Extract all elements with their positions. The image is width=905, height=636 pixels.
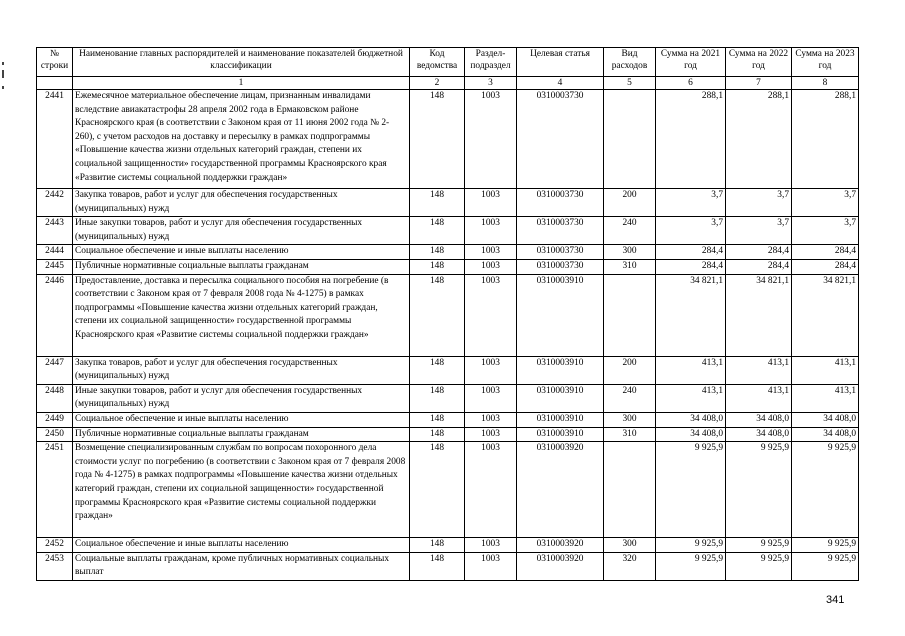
expense-type-cell: 310: [604, 259, 656, 274]
sum-2023-cell: 284,4: [792, 245, 859, 260]
department-code-cell: 148: [410, 538, 465, 553]
row-number-cell: 2450: [37, 427, 73, 442]
column-number: 7: [726, 77, 792, 90]
row-name-cell: Социальное обеспечение и иные выплаты населению: [73, 412, 410, 427]
row-number-cell: 2442: [37, 189, 73, 217]
row-name-cell: Социальное обеспечение и иные выплаты населению: [73, 245, 410, 260]
row-name-cell: Ежемесячное материальное обеспечение лицам, признанным инвалидами вследствие авиакатастрофы 28 апреля 2002 года в Ермаковском районе Красноярского края (в соответствии с Законом края от 11 июня 2002 года № 2-260), с учетом расходов на доставку и пересылку в рамках подпрограммы «Повышение качества жизни отдельных категорий граждан, степени их социальной защищенности» государственной программы Красноярского края «Развитие системы социальной поддержки граждан»: [73, 90, 410, 189]
table-row: [37, 427, 859, 442]
header-expense-type: Вид расходов: [604, 48, 656, 77]
section-code-cell: 1003: [465, 538, 517, 553]
row-number-cell: 2444: [37, 245, 73, 260]
section-code-cell: 1003: [465, 427, 517, 442]
target-article-cell: 0310003920: [517, 552, 604, 580]
expense-type-cell: 310: [604, 427, 656, 442]
department-code-cell: 148: [410, 189, 465, 217]
table-row: [37, 552, 859, 580]
expense-type-cell: 200: [604, 189, 656, 217]
column-number: [37, 77, 73, 90]
table-row: [37, 189, 859, 217]
column-number-row: [37, 77, 859, 90]
target-article-cell: 0310003910: [517, 412, 604, 427]
sum-2022-cell: 9 925,9: [726, 538, 792, 553]
sum-2021-cell: 9 925,9: [656, 442, 726, 538]
page-number: 341: [826, 594, 845, 606]
expense-type-cell: 300: [604, 538, 656, 553]
sum-2023-cell: 34 821,1: [792, 274, 859, 356]
row-name-cell: Иные закупки товаров, работ и услуг для обеспечения государственных (муниципальных) нужд: [73, 384, 410, 412]
section-code-cell: 1003: [465, 189, 517, 217]
row-name-cell: Социальные выплаты гражданам, кроме публичных нормативных социальных выплат: [73, 552, 410, 580]
sum-2022-cell: 3,7: [726, 217, 792, 245]
row-number-cell: 2441: [37, 90, 73, 189]
department-code-cell: 148: [410, 274, 465, 356]
scan-edge-mark: [2, 86, 4, 89]
sum-2022-cell: 288,1: [726, 90, 792, 189]
row-number-cell: 2447: [37, 356, 73, 384]
header-sum-2021: Сумма на 2021 год: [656, 48, 726, 77]
sum-2023-cell: 3,7: [792, 217, 859, 245]
sum-2023-cell: 288,1: [792, 90, 859, 189]
table-row: [37, 412, 859, 427]
sum-2023-cell: 34 408,0: [792, 427, 859, 442]
table-row: [37, 245, 859, 260]
expense-type-cell: [604, 442, 656, 538]
table-body: [37, 90, 859, 581]
sum-2021-cell: 413,1: [656, 384, 726, 412]
department-code-cell: 148: [410, 384, 465, 412]
column-number: 5: [604, 77, 656, 90]
target-article-cell: 0310003730: [517, 245, 604, 260]
expense-type-cell: 300: [604, 412, 656, 427]
sum-2022-cell: 34 408,0: [726, 412, 792, 427]
department-code-cell: 148: [410, 90, 465, 189]
target-article-cell: 0310003910: [517, 274, 604, 356]
sum-2023-cell: 34 408,0: [792, 412, 859, 427]
row-name-cell: Публичные нормативные социальные выплаты гражданам: [73, 427, 410, 442]
department-code-cell: 148: [410, 245, 465, 260]
table-header-row: [37, 48, 859, 77]
department-code-cell: 148: [410, 427, 465, 442]
target-article-cell: 0310003920: [517, 442, 604, 538]
section-code-cell: 1003: [465, 245, 517, 260]
sum-2023-cell: 9 925,9: [792, 442, 859, 538]
column-number: 1: [73, 77, 410, 90]
sum-2022-cell: 34 408,0: [726, 427, 792, 442]
target-article-cell: 0310003920: [517, 538, 604, 553]
header-sum-2023: Сумма на 2023 год: [792, 48, 859, 77]
sum-2022-cell: 34 821,1: [726, 274, 792, 356]
table-row: [37, 217, 859, 245]
row-number-cell: 2453: [37, 552, 73, 580]
section-code-cell: 1003: [465, 356, 517, 384]
department-code-cell: 148: [410, 552, 465, 580]
target-article-cell: 0310003730: [517, 259, 604, 274]
row-name-cell: Возмещение специализированным службам по вопросам похоронного дела стоимости услуг по погребению (в соответствии с Законом края от 7 февраля 2008 года № 4-1275) в рамках подпрограммы «Повышение качества жизни отдельных категорий граждан, степени их социальной защищенности» государственной программы Красноярского края «Развитие системы социальной поддержки граждан»: [73, 442, 410, 538]
column-number: 3: [465, 77, 517, 90]
scan-edge-mark: [2, 62, 4, 65]
sum-2022-cell: 9 925,9: [726, 552, 792, 580]
budget-table: [36, 47, 859, 581]
row-number-cell: 2445: [37, 259, 73, 274]
column-number: 8: [792, 77, 859, 90]
table-row: [37, 538, 859, 553]
department-code-cell: 148: [410, 259, 465, 274]
sum-2023-cell: 9 925,9: [792, 552, 859, 580]
sum-2023-cell: 413,1: [792, 384, 859, 412]
sum-2022-cell: 284,4: [726, 245, 792, 260]
sum-2021-cell: 3,7: [656, 217, 726, 245]
section-code-cell: 1003: [465, 552, 517, 580]
row-number-cell: 2449: [37, 412, 73, 427]
header-name: Наименование главных распорядителей и наименование показателей бюджетной классификации: [73, 48, 410, 77]
target-article-cell: 0310003730: [517, 90, 604, 189]
expense-type-cell: [604, 90, 656, 189]
row-number-cell: 2446: [37, 274, 73, 356]
sum-2021-cell: 34 408,0: [656, 427, 726, 442]
sum-2022-cell: 413,1: [726, 356, 792, 384]
sum-2021-cell: 3,7: [656, 189, 726, 217]
department-code-cell: 148: [410, 356, 465, 384]
section-code-cell: 1003: [465, 274, 517, 356]
section-code-cell: 1003: [465, 259, 517, 274]
row-name-cell: Предоставление, доставка и пересылка социального пособия на погребение (в соответствии с Законом края от 7 февраля 2008 года № 4-1275) в рамках подпрограммы «Повышение качества жизни отдельных категорий граждан, степени их социальной защищенности» государственной программы Красноярского края «Развитие системы социальной поддержки граждан»: [73, 274, 410, 356]
scan-edge-mark: [2, 70, 4, 78]
sum-2022-cell: 9 925,9: [726, 442, 792, 538]
section-code-cell: 1003: [465, 90, 517, 189]
expense-type-cell: 300: [604, 245, 656, 260]
row-name-cell: Публичные нормативные социальные выплаты гражданам: [73, 259, 410, 274]
header-target-article: Целевая статья: [517, 48, 604, 77]
department-code-cell: 148: [410, 412, 465, 427]
expense-type-cell: 320: [604, 552, 656, 580]
expense-type-cell: 240: [604, 217, 656, 245]
row-number-cell: 2451: [37, 442, 73, 538]
row-name-cell: Иные закупки товаров, работ и услуг для обеспечения государственных (муниципальных) нужд: [73, 217, 410, 245]
section-code-cell: 1003: [465, 412, 517, 427]
column-number: 6: [656, 77, 726, 90]
sum-2023-cell: 3,7: [792, 189, 859, 217]
sum-2022-cell: 413,1: [726, 384, 792, 412]
sum-2021-cell: 413,1: [656, 356, 726, 384]
target-article-cell: 0310003910: [517, 427, 604, 442]
expense-type-cell: [604, 274, 656, 356]
department-code-cell: 148: [410, 442, 465, 538]
target-article-cell: 0310003730: [517, 217, 604, 245]
row-number-cell: 2443: [37, 217, 73, 245]
row-number-cell: 2452: [37, 538, 73, 553]
section-code-cell: 1003: [465, 217, 517, 245]
sum-2021-cell: 284,4: [656, 245, 726, 260]
row-number-cell: 2448: [37, 384, 73, 412]
section-code-cell: 1003: [465, 442, 517, 538]
target-article-cell: 0310003910: [517, 356, 604, 384]
sum-2022-cell: 3,7: [726, 189, 792, 217]
header-section: Раздел-подраздел: [465, 48, 517, 77]
header-department-code: Код ведомства: [410, 48, 465, 77]
sum-2021-cell: 284,4: [656, 259, 726, 274]
column-number: 4: [517, 77, 604, 90]
sum-2023-cell: 284,4: [792, 259, 859, 274]
header-sum-2022: Сумма на 2022 год: [726, 48, 792, 77]
table-row: [37, 356, 859, 384]
column-number: 2: [410, 77, 465, 90]
expense-type-cell: 240: [604, 384, 656, 412]
expense-type-cell: 200: [604, 356, 656, 384]
sum-2021-cell: 9 925,9: [656, 552, 726, 580]
section-code-cell: 1003: [465, 384, 517, 412]
table-row: [37, 259, 859, 274]
sum-2021-cell: 288,1: [656, 90, 726, 189]
table-row: [37, 90, 859, 189]
table-row: [37, 274, 859, 356]
sum-2021-cell: 34 408,0: [656, 412, 726, 427]
sum-2023-cell: 413,1: [792, 356, 859, 384]
row-name-cell: Закупка товаров, работ и услуг для обеспечения государственных (муниципальных) нужд: [73, 356, 410, 384]
row-name-cell: Закупка товаров, работ и услуг для обеспечения государственных (муниципальных) нужд: [73, 189, 410, 217]
target-article-cell: 0310003910: [517, 384, 604, 412]
sum-2021-cell: 9 925,9: [656, 538, 726, 553]
sum-2023-cell: 9 925,9: [792, 538, 859, 553]
sum-2022-cell: 284,4: [726, 259, 792, 274]
row-name-cell: Социальное обеспечение и иные выплаты населению: [73, 538, 410, 553]
table-row: [37, 384, 859, 412]
department-code-cell: 148: [410, 217, 465, 245]
table-row: [37, 442, 859, 538]
header-row-number: № строки: [37, 48, 73, 77]
sum-2021-cell: 34 821,1: [656, 274, 726, 356]
target-article-cell: 0310003730: [517, 189, 604, 217]
